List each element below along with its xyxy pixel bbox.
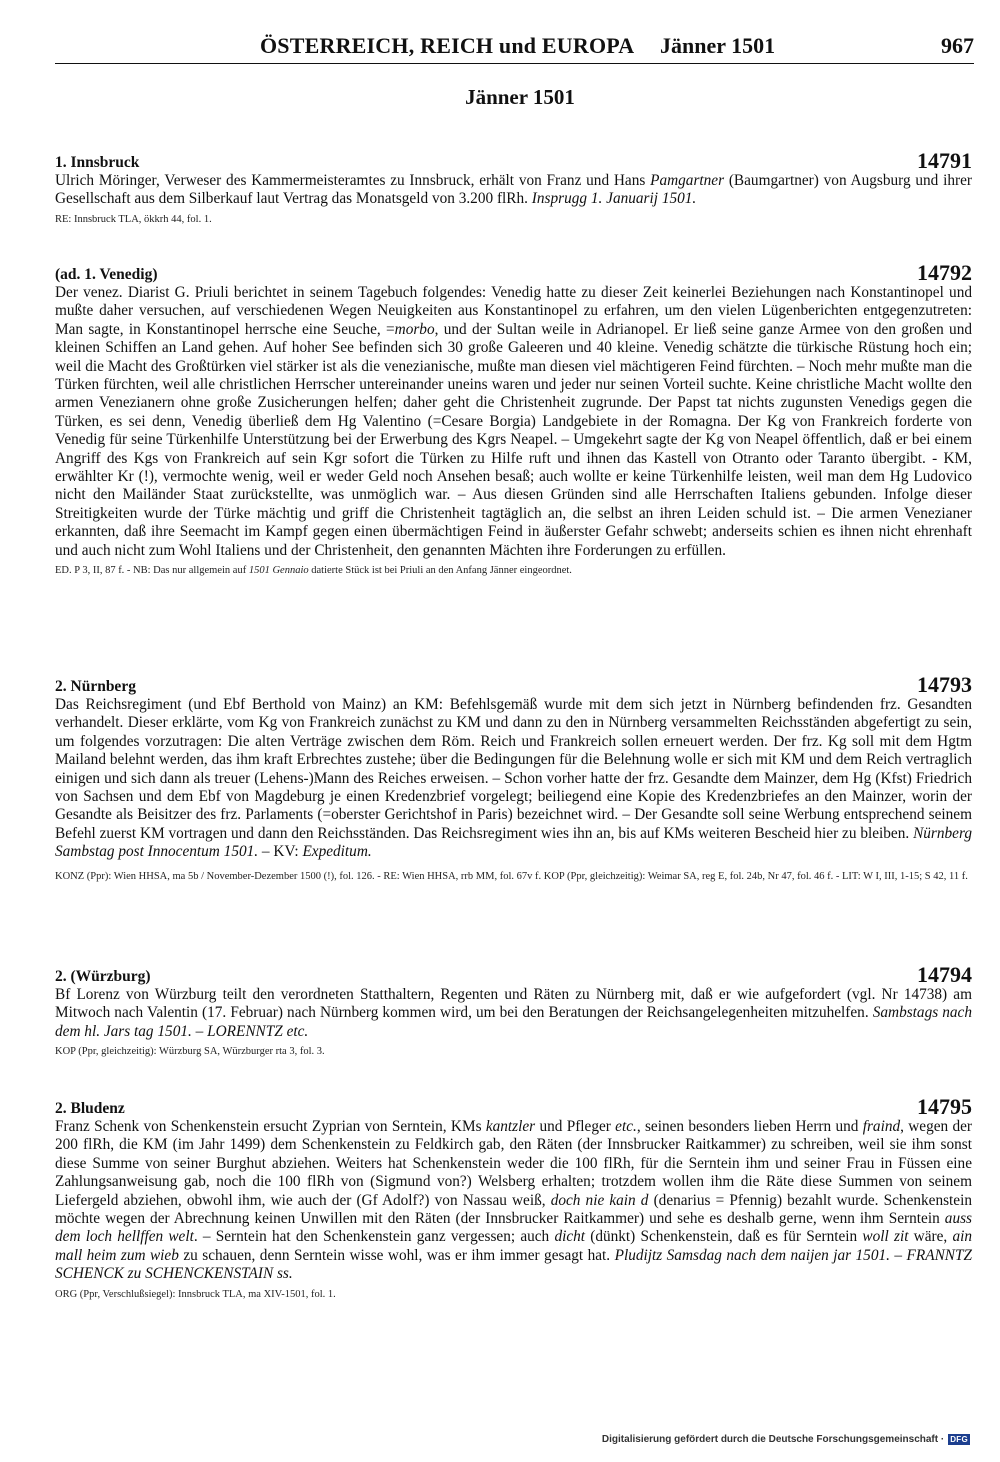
- entry-place: 2. Nürnberg: [55, 678, 136, 695]
- entry-14795: [55, 1096, 972, 1301]
- body-italic: morbo: [394, 320, 435, 338]
- entry-header: [55, 674, 972, 696]
- entry-body: [55, 172, 972, 209]
- entry-body: [55, 696, 972, 862]
- source-text: datierte Stück ist bei Priuli an den Anfang Jänner eingeordnet.: [308, 565, 572, 577]
- body-italic: dicht: [554, 1228, 586, 1246]
- body-italic: Nürnberg Sambstag post Innocentum 1501.: [55, 824, 972, 861]
- running-header: [55, 29, 974, 64]
- body-text: . – Serntein hat den Schenkenstein ganz vergessen; auch: [193, 1228, 555, 1246]
- entry-body: [55, 1118, 972, 1284]
- entry-source: ORG (Ppr, Verschlußsiegel): Innsbruck TLA, ma XIV-1501, fol. 1.: [55, 1288, 336, 1300]
- entry-place: (ad. 1. Venedig): [55, 266, 158, 283]
- body-text: Franz Schenk von Schenkenstein ersucht Zyprian von Serntein, KMs: [55, 1118, 486, 1135]
- body-italic: Insprugg 1. Januarij 1501.: [531, 190, 697, 208]
- digitization-footer: [602, 1434, 970, 1445]
- entry-place: 2. (Würzburg): [55, 968, 151, 985]
- body-italic: Sambstags nach dem hl. Jars tag 1501. – LORENNTZ etc.: [55, 1004, 972, 1040]
- body-text: zu schauen, denn Serntein wisse wohl, was er ihm immer gesagt hat.: [178, 1246, 615, 1264]
- body-text: , seinen besonders lieben Herrn und: [636, 1118, 863, 1135]
- body-text: Das Reichsregiment (und Ebf Berthold von Mainz) an KM: Befehlsgemäß wurde mit dem sich jetzt in Nürnberg befindenden frz. Gesandten verhandelt. Dieser erklärte, vom Kg von Frankreich zunächst zu KM und dann zu den in Nürnberg versammelten Reichsständen abgefertigt zu sein, um folgendes vorzutragen: Die alten Verträge zwischen dem Röm. Reich und Frankreich sollen erneuert werden. Der frz. Kg soll mit dem Hgtm Mailand belehnt werden, das ihm kraft Erbrechtes zustehe; über die Bedingungen für die Belehnung wolle er sich mit KM und dem Reich vertraglich einigen und sich dann als treuer (Lehens-)Mann des Reiches erweisen. – Schon vorher hatte der frz. Gesandte dem Mainzer, dem Hg (Kfst) Friedrich von Sachsen und dem Ebf von Magdeburg je einen Kredenzbrief vorgelegt; beiliegend eine Kopie des Kredenzbriefes an den Mainzer, worin der Gesandte als Beisitzer des frz. Parlaments (=oberster Gerichtshof in Paris) bezeichnet wird. – Der Gesandte soll seine Werbung entsprechend seinem Befehl zuerst KM vortragen und dann den Reichsständen. Das Reichsregiment wies ihn an, bis auf KMs weiteren Bescheid hier zu bleiben.: [55, 696, 972, 842]
- entry-header: [55, 150, 972, 172]
- body-italic: Pludijtz Samsdag nach dem naijen jar 1501. – FRANNTZ SCHENCK zu SCHENCKENSTAIN ss.: [55, 1246, 972, 1283]
- entry-14794: [55, 964, 972, 1058]
- entry-number: 14792: [917, 260, 972, 285]
- entry-header: [55, 262, 972, 284]
- entry-number: 14791: [917, 148, 972, 173]
- body-text: Bf Lorenz von Würzburg teilt den verordneten Statthaltern, Regenten und Räten zu Nürnberg mit, daß er wie aufgefordert (vgl. Nr 14738) am Mitwoch nach Valentin (17. Februar) nach Nürnberg kommen wird, um bei den Beratungen der Reichsangelegenheiten mitzuhelfen.: [55, 986, 972, 1022]
- body-italic: ain mall heim zum wieb: [55, 1228, 972, 1264]
- body-text: Ulrich Möringer, Verweser des Kammermeisteramtes zu Innsbruck, erhält von Franz und Hans: [55, 172, 651, 189]
- body-text: wäre,: [908, 1228, 953, 1246]
- body-italic: Expeditum.: [302, 843, 372, 861]
- entry-source: RE: Innsbruck TLA, ökkrh 44, fol. 1.: [55, 213, 212, 225]
- body-italic: Pamgartner: [650, 172, 725, 189]
- entry-number: 14794: [917, 962, 972, 987]
- source-italic: 1501 Gennaio: [248, 565, 309, 577]
- body-italic: doch nie kain d: [550, 1191, 649, 1209]
- body-text: (Baumgartner) von Augsburg und ihrer Gesellschaft aus dem Silberkauf laut Vertrag das Monatsgeld von 3.200 flRh.: [55, 172, 972, 208]
- body-italic: auss dem loch hellffen welt: [55, 1210, 972, 1246]
- body-text: , wegen der 200 flRh, die KM (im Jahr 1499) dem Schenkenstein zu Feldkirch gab, den Räten (der Innsbrucker Raitkammer) zu schreiben, weil sie ihm sonst diese Summe von seiner Burghut abziehen. Weiters hat Schenkenstein weder die 100 flRh, für die Serntein ihm und seiner Frau in Füssen eine Zahlungsanweisung gab, noch die 100 flRh von (Sigmund von?) Welsberg erhalten; trotzdem wollen ihm die Räte diese Summen von seinem Liefergeld abziehen, obwohl ihm, wie auch der (Gf Adolf?) von Nassau weiß,: [55, 1118, 973, 1209]
- section-heading: Jänner 1501: [465, 85, 575, 109]
- body-italic: etc.: [615, 1118, 637, 1135]
- body-italic: fraind: [862, 1118, 901, 1135]
- running-title: ÖSTERREICH, REICH und EUROPA: [260, 33, 635, 58]
- entry-number: 14793: [917, 672, 972, 697]
- entry-number: 14795: [917, 1094, 972, 1119]
- body-italic: kantzler: [485, 1118, 536, 1135]
- source-text: ED. P 3, II, 87 f. - NB: Das nur allgemein auf: [55, 565, 249, 577]
- entry-source: KOP (Ppr, gleichzeitig): Würzburg SA, Würzburger rta 3, fol. 3.: [55, 1046, 325, 1058]
- entry-source: [55, 564, 972, 577]
- body-italic: woll zit: [862, 1228, 909, 1246]
- body-text: Der venez. Diarist G. Priuli berichtet in seinem Tagebuch folgendes: Venedig hatte zu dieser Zeit keinerlei Beziehungen nach Konstantinopel und mußte daher versuchen, auf verschiedenen Wegen Neuigkeiten aus Konstantinopel zu erfahren, um den vielen Lügenberichten entgegenzutreten: Man sagte, in Konstantinopel herrsche eine Seuche, =: [55, 284, 972, 338]
- entry-source: KONZ (Ppr): Wien HHSA, ma 5b / November-Dezember 1500 (!), fol. 126. - RE: Wien HHSA, rrb MM, fol. 67v f. KOP (Ppr, gleichzeitig): Weimar SA, reg E, fol. 24b, Nr 47, fol. 46 f. - LIT: W I, III, 1-15; S 42, 11 f.: [55, 870, 968, 882]
- body-text: (denarius = Pfennig) bezahlt wurde. Schenkenstein möchte wegen der Abrechnung keinen Unwillen mit den Räten (der Innsbrucker Raitkammer) und sehe es deshalb gerne, wenn ihm Serntein: [55, 1191, 972, 1228]
- body-text: und Pfleger: [535, 1118, 616, 1135]
- running-month: Jänner 1501: [660, 33, 776, 58]
- entry-body: [55, 284, 972, 560]
- entry-14791: [55, 150, 972, 226]
- entry-place: 2. Bludenz: [55, 1100, 125, 1117]
- entry-header: [55, 1096, 972, 1118]
- dfg-logo-icon: DFG: [950, 1435, 968, 1444]
- body-text: , und der Sultan weile in Adrianopel. Er ließ seine ganze Armee von den großen und kleinen Schiffen an Land gehen. Auf hoher See befinden sich 30 große Galeeren und 40 kleine. Venedig schätzte die türkische Rüstung hoch ein; weil die Macht des Großtürken viel stärker ist als die venezianische, mußte man diesen viel mächtigeren Feind fürchten. – Noch mehr mußte man die Türken fürchten, weil alle christlichen Herrscher untereinander uneins waren und jeder nur seinen Vorteil suchte. Keine christliche Macht wollte den armen Venezianern ohne große Zusicherungen helfen; daher geht die Christenheit zugrunde. Der Papst tat nichts zugunsten Venedigs gegen die Türken, es sei denn, Venedig überließ dem Hg Valentino (=Cesare Borgia) Landgebiete in der Romagna. Der Kg von Frankreich forderte von Venedig für seine Türkenhilfe Unterstützung bei der Erwerbung des Kgrs Neapel. – Umgekehrt sagte der Kg von Neapel öffentlich, daß er bei einem Angriff des Kgs von Frankreich auf sein Kgr sofort die Türken zu Hilfe ruft und ihnen das Kastell von Otranto oder Taranto übergibt. - KM, erwählter Kr (!), vermochte wenig, weil er weder Geld noch Ansehen besaß; auch wollte er keine Türkenhilfe leisten, weil man dem Hg Ludovico nicht den Mailänder Staat zurückstellte, was unmöglich war. – Aus diesen Gründen sind alle Herrschaften Italiens gebunden. Infolge dieser Streitigkeiten wurde der Türke mächtig und griff die Christenheit tagtäglich an, die selbst an ihren Leiden schuld ist. – Die armen Venezianer erkannten, daß ihre Seemacht im Kampf gegen einen übermächtigen Feind in äußerster Gefahr schwebt; anderseits schien es ihnen nicht ehrenhaft und auch nicht zum Wohl Italiens und der Christenheit, den genannten Mächten ihre Forderungen zu erfüllen.: [55, 320, 972, 559]
- footer-text: Digitalisierung gefördert durch die Deutsche Forschungsgemeinschaft ·: [601, 1434, 945, 1445]
- entry-header: [55, 964, 972, 986]
- entry-body: [55, 986, 972, 1041]
- entry-14792: [55, 262, 972, 577]
- entry-place: 1. Innsbruck: [55, 154, 140, 171]
- body-text: – KV:: [258, 843, 303, 861]
- entry-14793: [55, 674, 972, 883]
- page-number: 967: [941, 33, 974, 58]
- body-text: (dünkt) Schenkenstein, daß es für Serntein: [585, 1228, 863, 1246]
